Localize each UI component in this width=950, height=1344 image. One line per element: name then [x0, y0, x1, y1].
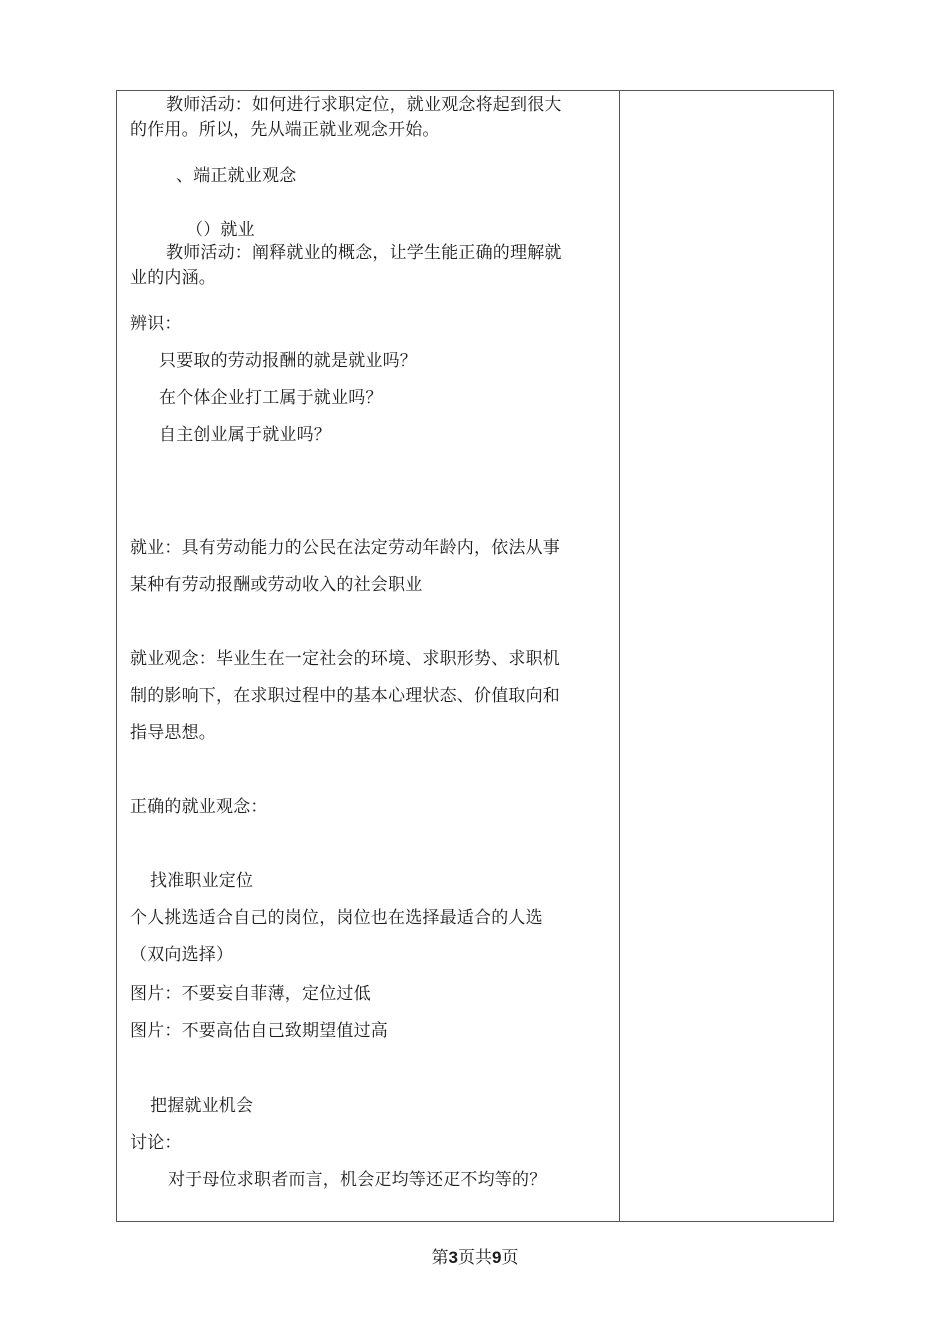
discuss-label: 辨识： — [130, 314, 182, 334]
question-2: 在个体企业打工属于就业吗？ — [159, 388, 383, 408]
question-1: 只要取的劳动报酬的就是就业吗？ — [159, 351, 417, 371]
intro-line-1: 教师活动：如何进行求职定位，就业观念将起到很大 — [166, 95, 562, 115]
point-1-line-1: 个人挑选适合自己的岗位，岗位也在选择最适合的人选 — [130, 908, 543, 928]
current-page-number: 3 — [448, 1248, 458, 1267]
question-3: 自主创业属于就业吗？ — [159, 425, 331, 445]
activity-line-2: 业的内涵。 — [130, 268, 216, 288]
concept-definition-line-2: 制的影响下，在求职过程中的基本心理状态、价值取向和 — [130, 686, 560, 706]
page-footer — [0, 1247, 950, 1269]
intro-line-2: 的作用。所以，先从端正就业观念开始。 — [130, 120, 440, 140]
discussion-label: 讨论： — [130, 1133, 182, 1153]
subsection-heading: （）就业 — [186, 220, 255, 240]
employment-definition-line-1: 就业：具有劳动能力的公民在法定劳动年龄内，依法从事 — [130, 538, 560, 558]
footer-prefix: 第 — [431, 1248, 449, 1268]
point-2-heading: 把握就业机会 — [150, 1096, 254, 1116]
correct-concept-label: 正确的就业观念： — [130, 797, 268, 817]
activity-line-1: 教师活动：阐释就业的概念，让学生能正确的理解就 — [166, 243, 562, 263]
section-heading: 、端正就业观念 — [176, 166, 297, 186]
point-1-heading: 找准职业定位 — [150, 871, 254, 891]
concept-definition-line-1: 就业观念：毕业生在一定社会的环境、求职形势、求职机 — [130, 649, 560, 669]
picture-note-1: 图片：不要妄自菲薄，定位过低 — [130, 984, 371, 1004]
total-pages-number: 9 — [492, 1248, 502, 1267]
footer-suffix: 页 — [501, 1248, 519, 1268]
footer-middle: 页共 — [458, 1248, 492, 1268]
concept-definition-line-3: 指导思想。 — [130, 723, 216, 743]
picture-note-2: 图片：不要高估自己致期望值过高 — [130, 1021, 388, 1041]
notes-column-cell — [620, 91, 833, 1221]
point-1-line-2: （双向选择） — [130, 945, 234, 965]
discussion-question: 对于母位求职者而言，机会疋均等还疋不均等的？ — [168, 1170, 547, 1190]
employment-definition-line-2: 某种有劳动报酬或劳动收入的社会职业 — [130, 575, 423, 595]
